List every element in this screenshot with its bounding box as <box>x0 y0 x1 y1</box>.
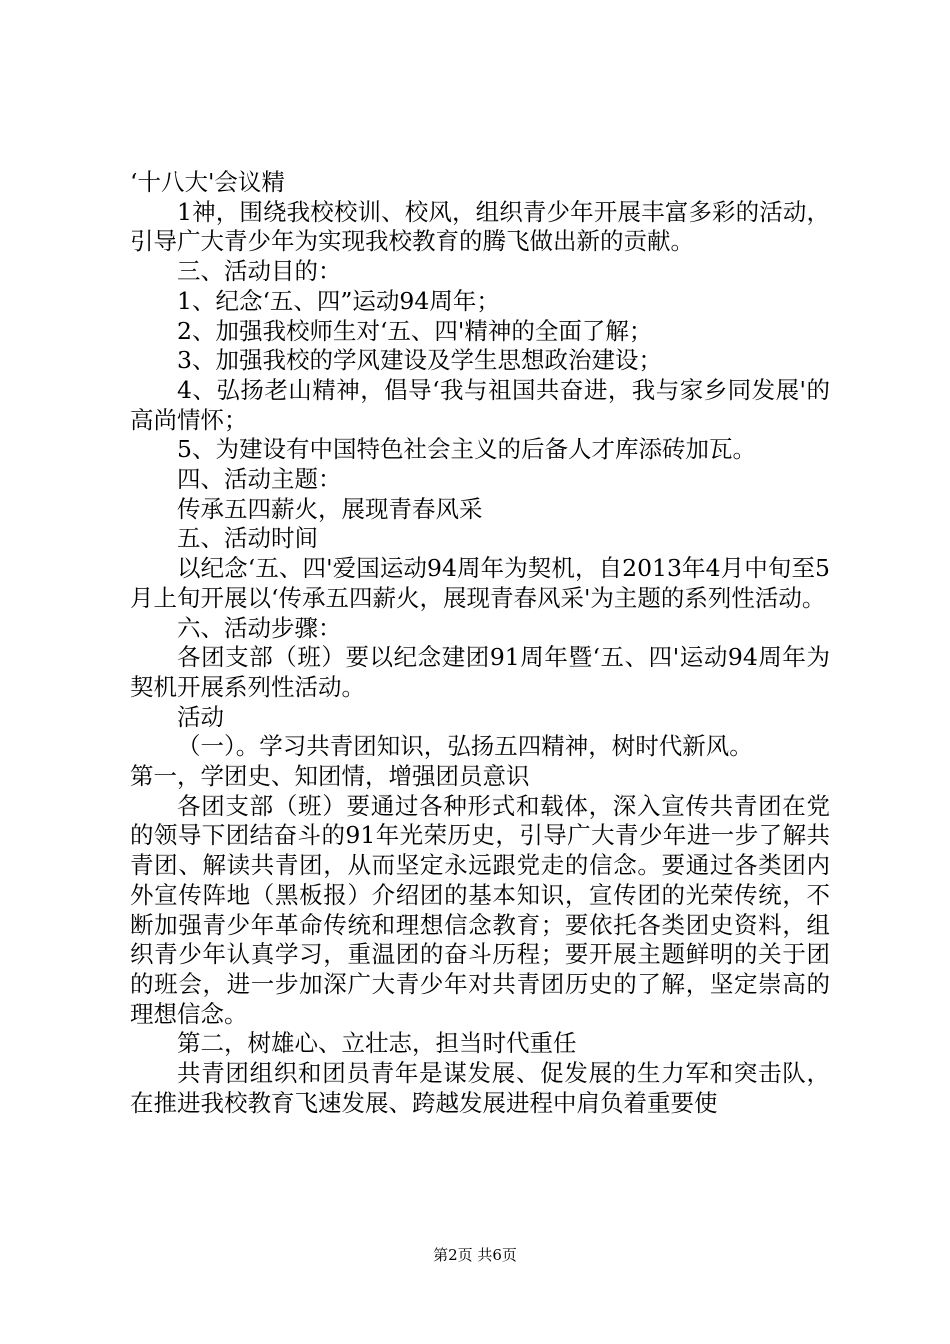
section-heading-steps: 六、活动步骤： <box>177 613 342 642</box>
page-footer <box>0 1245 950 1265</box>
objective-item-4: 4、弘扬老山精神，倡导‘我与祖国共奋进，我与家乡同发展'的高尚情怀； <box>130 375 830 434</box>
paragraph-0: ‘十八大'会议精 <box>130 168 285 196</box>
objective-item-1: 1、纪念‘五、四”运动94周年； <box>177 286 500 315</box>
theme-text: 传承五四薪火，展现青春风采 <box>177 494 483 523</box>
activity-heading-1: （一）。学习共青团知识，弘扬五四精神，树时代新风。 <box>177 732 753 761</box>
section-heading-objectives: 三、活动目的： <box>177 257 342 286</box>
section-heading-time: 五、活动时间 <box>177 524 318 553</box>
document-body <box>130 168 830 1119</box>
page-number-label: 第2页 共6页 <box>433 1246 517 1264</box>
time-text: 以纪念‘五、四'爱国运动94周年为契机，自2013年4月中旬至5月上旬开展以‘传承五四薪火，展现青春风采'为主题的系列性活动。 <box>130 554 830 612</box>
objective-item-3: 3、加强我校的学风建设及学生思想政治建设； <box>177 346 662 375</box>
section-heading-theme: 四、活动主题： <box>177 465 342 494</box>
paragraph-1: 1神，围绕我校校训、校风，组织青少年开展丰富多彩的活动，引导广大青少年为实现我校教育的腾飞做出新的贡献。 <box>130 197 830 256</box>
paragraph-second-body: 共青团组织和团员青年是谋发展、促发展的生力军和突击队，在推进我校教育飞速发展、跨越发展进程中肩负着重要使 <box>130 1059 830 1117</box>
activity-label: 活动 <box>177 702 224 731</box>
subheading-first: 第一，学团史、知团情，增强团员意识 <box>130 762 530 791</box>
objective-item-5: 5、为建设有中国特色社会主义的后备人才库添砖加瓦。 <box>177 435 756 464</box>
paragraph-first-body: 各团支部（班）要通过各种形式和载体，深入宣传共青团在党的领导下团结奋斗的91年光荣历史，引导广大青少年进一步了解共青团、解读共青团，从而坚定永远跟党走的信念。要通过各类团内外宣传阵地（黑板报）介绍团的基本知识，宣传团的光荣传统，不断加强青少年革命传统和理想信念教育；要依托各类团史资料，组织青少年认真学习，重温团的奋斗历程；要开展主题鲜明的关于团的班会，进一步加深广大青少年对共青团历史的了解，坚定崇高的理想信念。 <box>130 791 830 1028</box>
subheading-second: 第二，树雄心、立壮志，担当时代重任 <box>177 1029 577 1058</box>
objective-item-2: 2、加强我校师生对‘五、四'精神的全面了解； <box>177 316 653 345</box>
steps-intro: 各团支部（班）要以纪念建团91周年暨‘五、四'运动94周年为契机开展系列性活动。 <box>130 643 830 701</box>
